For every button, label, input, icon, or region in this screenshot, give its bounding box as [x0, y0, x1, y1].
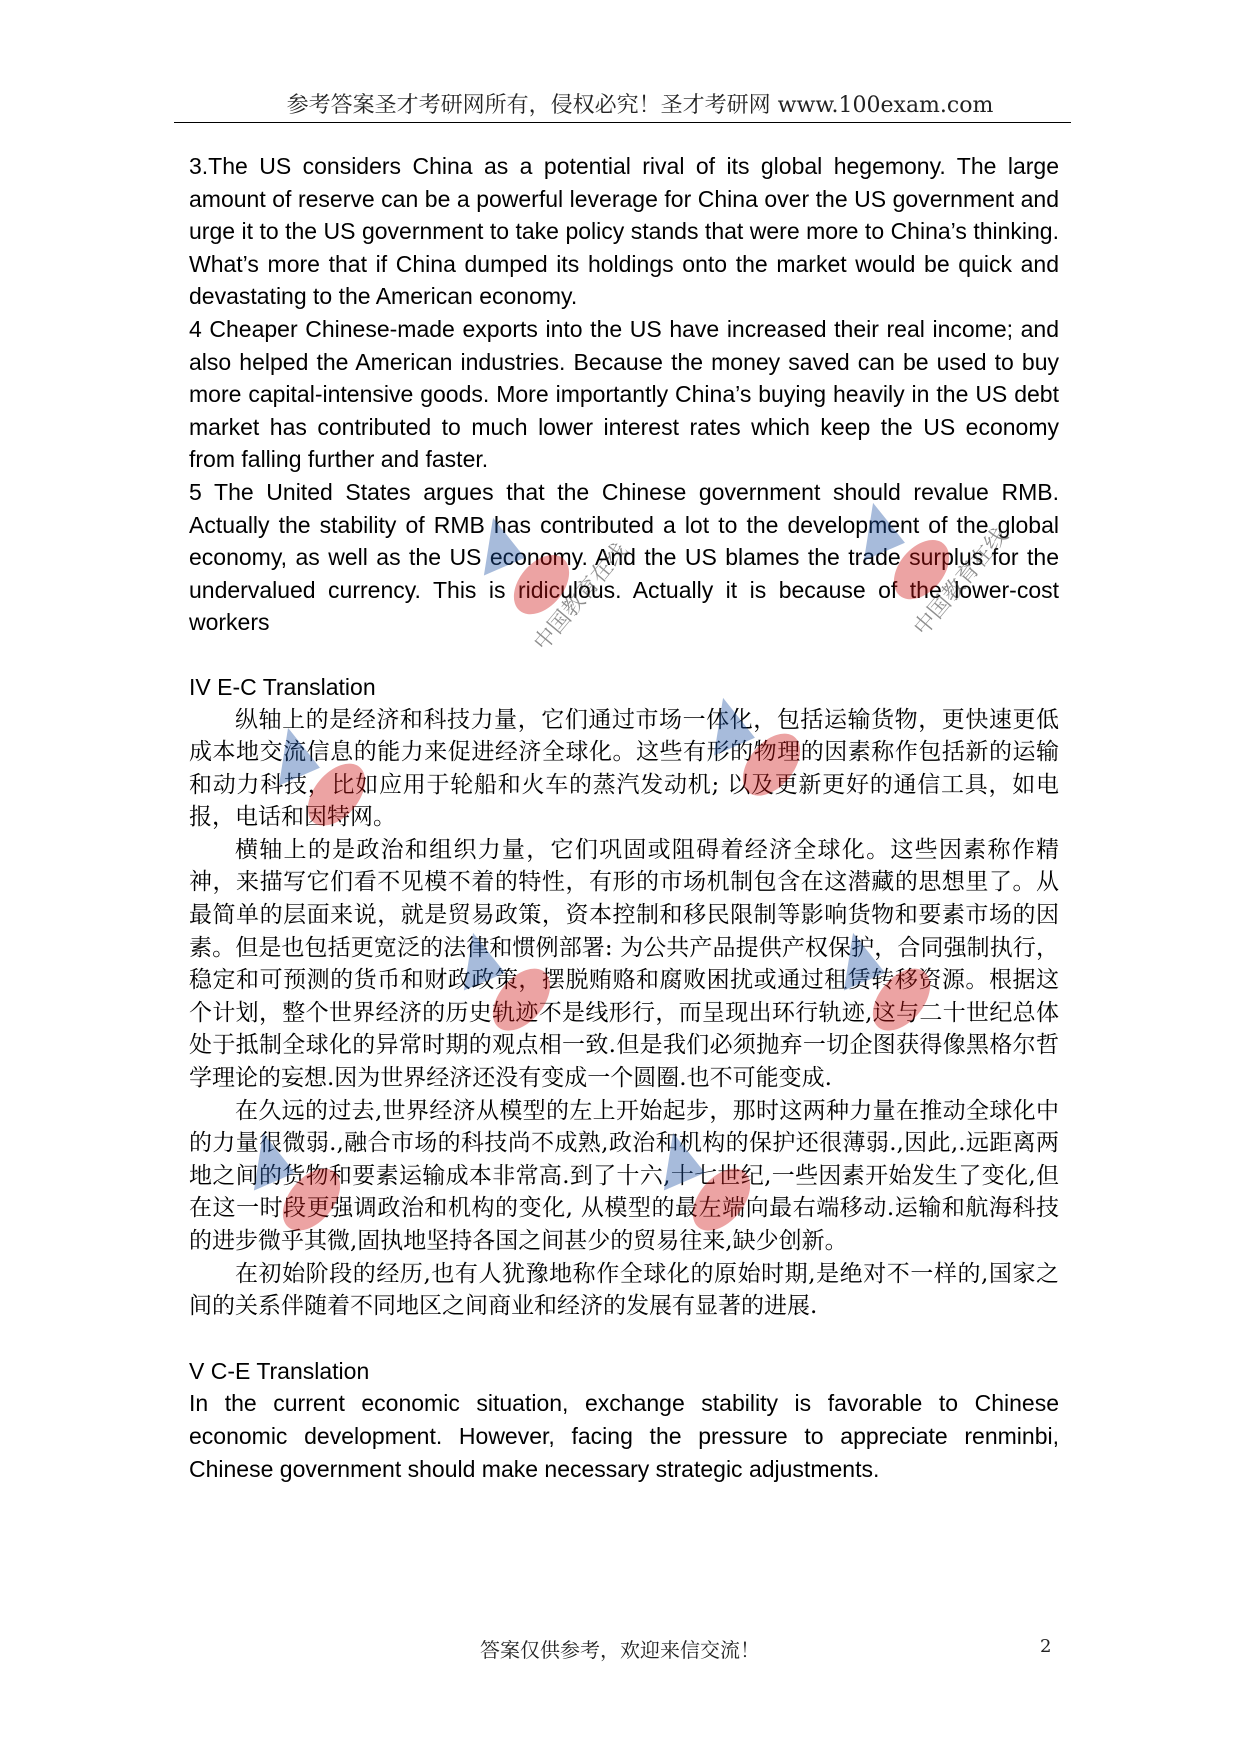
watermark-text: 中国教育在线: [529, 538, 634, 656]
page-number: 2: [1040, 1636, 1052, 1657]
spacer: [189, 639, 1059, 671]
translation-paragraph-1: 纵轴上的是经济和科技力量，它们通过市场一体化，包括运输货物，更快速更低成本地交流信息的能力来促进经济全球化。这些有形的物理的因素称作包括新的运输和动力科技，比如应用于轮船和火车的蒸汽发动机; 以及更新更好的通信工具，如电报，电话和因特网。: [189, 706, 1059, 831]
header-rule: [174, 122, 1071, 123]
section-heading-iv: IV E-C Translation: [189, 673, 376, 700]
answer-paragraph-4: 4 Cheaper Chinese-made exports into the US have increased their real income; and also helped the American industries. Because the money saved can be used to buy more capital-intensive goods. More importantly China’s buying heavily in the US debt market has contributed to much lower interest rates which keep the US economy from falling further and faster.: [189, 315, 1059, 473]
translation-paragraph-3: 在久远的过去,世界经济从模型的左上开始起步，那时这两种力量在推动全球化中的力量很微弱.,融合市场的科技尚不成熟,政治和机构的保护还很薄弱.,因此,.远距离两地之间的货物和要素运输成本非常高.到了十六,十七世纪,一些因素开始发生了变化,但在这一时段更强调政治和机构的变化, 从模型的最左端向最右端移动.运输和航海科技的进步微乎其微,固执地坚持各国之间甚少的贸易往来,缺少创新。: [189, 1097, 1059, 1254]
page-body: [189, 150, 1059, 1485]
watermark-text: 中国教育在线: [909, 523, 1014, 641]
footer-note: 答案仅供参考，欢迎来信交流！: [480, 1638, 760, 1662]
section-heading-v: V C-E Translation: [189, 1357, 370, 1384]
answer-paragraph-3: 3.The US considers China as a potential rival of its global hegemony. The large amount of reserve can be a powerful leverage for China over the US government and urge it to the US government to take policy stands that were more to China’s thinking. What’s more that if China dumped its holdings onto the market would be quick and devastating to the American economy.: [189, 153, 1059, 310]
translation-paragraph-2: 横轴上的是政治和组织力量，它们巩固或阻碍着经济全球化。这些因素称作精神，来描写它们看不见模不着的特性，有形的市场机制包含在这潜藏的思想里了。从最简单的层面来说，就是贸易政策，资本控制和移民限制等影响货物和要素市场的因素。但是也包括更宽泛的法律和惯例部署: 为公共产品提供产权保护，合同强制执行，稳定和可预测的货币和财政政策，摆脱贿赂和腐败困扰或通过租赁转移资源。根据这个计划，整个世界经济的历史轨迹不是线形行，而呈现出环行轨迹,这与二十世纪总体处于抵制全球化的异常时期的观点相一致.但是我们必须抛弃一切企图获得像黑格尔哲学理论的妄想.因为世界经济还没有变成一个圆圈.也不可能变成.: [189, 836, 1059, 1092]
translation-paragraph-4: 在初始阶段的经历,也有人犹豫地称作全球化的原始时期,是绝对不一样的,国家之间的关系伴随着不同地区之间商业和经济的发展有显著的进展.: [189, 1260, 1059, 1320]
translation-paragraph-v: In the current economic situation, exchange stability is favorable to Chinese economic development. However, facing the pressure to appreciate renminbi, Chinese government should make necessary strategic adjustments.: [189, 1390, 1059, 1482]
spacer: [189, 1323, 1059, 1355]
page-header: 参考答案圣才考研网所有，侵权必究！圣才考研网 www.100exam.com: [286, 93, 994, 118]
answer-paragraph-5: 5 The United States argues that the Chinese government should revalue RMB. Actually the stability of RMB has contributed a lot to the development of the global economy, as well as the US economy. And the US blames the trade surplus for the undervalued currency. This is ridiculous. Actually it is because of the lower-cost workers: [189, 478, 1059, 636]
